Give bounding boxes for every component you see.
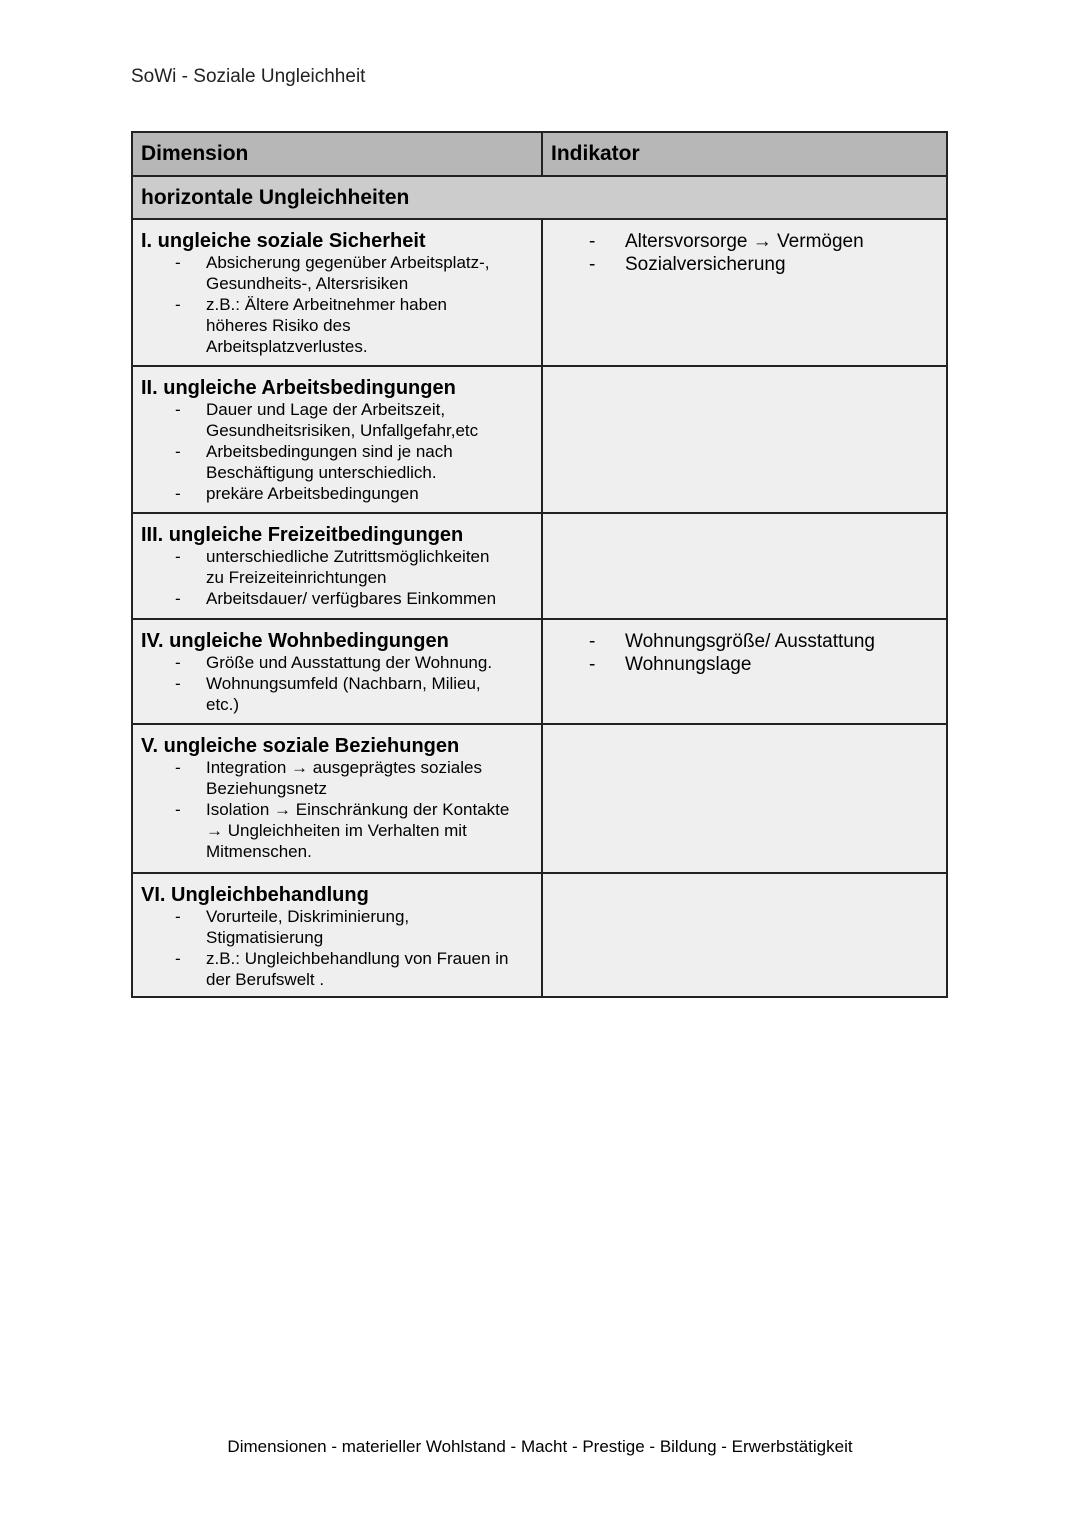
bullet-dash: - [175, 295, 181, 314]
bullet-line: etc.) [206, 695, 240, 714]
bullet-dash: - [175, 949, 181, 968]
indicator-text: Altersvorsorge → Vermögen [625, 231, 864, 252]
bullet-line: Absicherung gegenüber Arbeitsplatz-, [206, 253, 490, 272]
indicator-text: Sozialversicherung [625, 254, 786, 275]
bullet-line: Wohnungsumfeld (Nachbarn, Milieu, [206, 674, 481, 693]
bullet-item [141, 757, 533, 799]
bullet-item [141, 906, 533, 948]
bullet-line: Beschäftigung unterschiedlich. [206, 463, 437, 482]
dimension-title: I. ungleiche soziale Sicherheit [141, 230, 426, 252]
dimension-cell [132, 724, 542, 873]
table-header-row [132, 132, 947, 176]
dimension-title: II. ungleiche Arbeitsbedingungen [141, 377, 456, 399]
bullet-dash: - [175, 653, 181, 672]
header-dimension: Dimension [132, 132, 542, 176]
bullet-line: prekäre Arbeitsbedingungen [206, 484, 419, 503]
bullet-dash: - [175, 674, 181, 693]
bullet-list [141, 252, 533, 357]
indicator-item [551, 653, 938, 676]
indikator-cell [542, 366, 947, 513]
bullet-dash: - [175, 547, 181, 566]
footer-text: Dimensionen - materieller Wohlstand - Macht - Prestige - Bildung - Erwerbstätigkeit [227, 1437, 853, 1456]
indicator-item [551, 630, 938, 653]
bullet-line: Vorurteile, Diskriminierung, [206, 907, 410, 926]
bullet-line: z.B.: Ältere Arbeitnehmer haben [206, 295, 447, 314]
bullet-item [141, 441, 533, 483]
bullet-list [141, 652, 533, 715]
bullet-dash: - [175, 484, 181, 503]
bullet-line: Arbeitsdauer/ verfügbares Einkommen [206, 589, 497, 608]
bullet-item [141, 799, 533, 862]
section-title: horizontale Ungleichheiten [132, 176, 947, 219]
indikator-cell [542, 619, 947, 724]
dimension-title: V. ungleiche soziale Beziehungen [141, 735, 460, 757]
bullet-line: zu Freizeiteinrichtungen [206, 568, 387, 587]
bullet-dash: - [175, 589, 181, 608]
dimension-cell [132, 873, 542, 997]
section-row [132, 176, 947, 219]
dimension-cell [132, 219, 542, 366]
bullet-line: Isolation → Einschränkung der Kontakte [206, 800, 510, 819]
bullet-line: Dauer und Lage der Arbeitszeit, [206, 400, 446, 419]
indicator-list [551, 230, 938, 276]
bullet-list [141, 399, 533, 504]
bullet-dash: - [175, 907, 181, 926]
bullet-item [141, 294, 533, 357]
bullet-line: Arbeitsplatzverlustes. [206, 337, 368, 356]
indicator-text: Wohnungsgröße/ Ausstattung [625, 631, 875, 652]
bullet-line: Gesundheits-, Altersrisiken [206, 274, 409, 293]
table-row [132, 219, 947, 366]
bullet-dash: - [175, 800, 181, 819]
bullet-line: Mitmenschen. [206, 842, 312, 861]
bullet-item [141, 252, 533, 294]
bullet-line: z.B.: Ungleichbehandlung von Frauen in [206, 949, 509, 968]
indicator-text: Wohnungslage [625, 654, 752, 675]
bullet-line: Gesundheitsrisiken, Unfallgefahr,etc [206, 421, 479, 440]
indikator-cell [542, 513, 947, 619]
bullet-line: der Berufswelt . [206, 970, 325, 989]
bullet-line: Integration → ausgeprägtes soziales [206, 758, 482, 777]
bullet-dash: - [175, 758, 181, 777]
bullet-line: Arbeitsbedingungen sind je nach [206, 442, 453, 461]
bullet-list [141, 757, 533, 862]
dimension-title: III. ungleiche Freizeitbedingungen [141, 524, 464, 546]
indicator-item [551, 230, 938, 253]
bullet-dash: - [589, 231, 596, 252]
bullet-line: Größe und Ausstattung der Wohnung. [206, 653, 493, 672]
dimension-cell [132, 366, 542, 513]
table-row [132, 513, 947, 619]
indicator-list [551, 630, 938, 676]
bullet-item [141, 652, 533, 673]
bullet-dash: - [175, 253, 181, 272]
indicator-item [551, 253, 938, 276]
table-row [132, 873, 947, 997]
dimension-title: VI. Ungleichbehandlung [141, 884, 369, 906]
bullet-list [141, 906, 533, 990]
bullet-line: Stigmatisierung [206, 928, 324, 947]
bullet-dash: - [175, 400, 181, 419]
bullet-item [141, 399, 533, 441]
bullet-item [141, 483, 533, 504]
bullet-line: unterschiedliche Zutrittsmöglichkeiten [206, 547, 490, 566]
bullet-item [141, 948, 533, 990]
bullet-line: → Ungleichheiten im Verhalten mit [206, 821, 467, 840]
bullet-dash: - [175, 442, 181, 461]
bullet-dash: - [589, 254, 596, 275]
bullet-item [141, 546, 533, 588]
dimension-title: IV. ungleiche Wohnbedingungen [141, 630, 449, 652]
bullet-dash: - [589, 631, 596, 652]
indikator-cell [542, 219, 947, 366]
header-indikator: Indikator [542, 132, 947, 176]
bullet-dash: - [589, 654, 596, 675]
dimension-cell [132, 619, 542, 724]
bullet-list [141, 546, 533, 609]
table-row [132, 619, 947, 724]
dimension-cell [132, 513, 542, 619]
dimension-table [131, 131, 948, 998]
bullet-item [141, 673, 533, 715]
bullet-item [141, 588, 533, 609]
indikator-cell [542, 724, 947, 873]
document-title: SoWi - Soziale Ungleichheit [131, 66, 366, 87]
bullet-line: Beziehungsnetz [206, 779, 327, 798]
bullet-line: höheres Risiko des [206, 316, 351, 335]
table-row [132, 724, 947, 873]
table-row [132, 366, 947, 513]
indikator-cell [542, 873, 947, 997]
